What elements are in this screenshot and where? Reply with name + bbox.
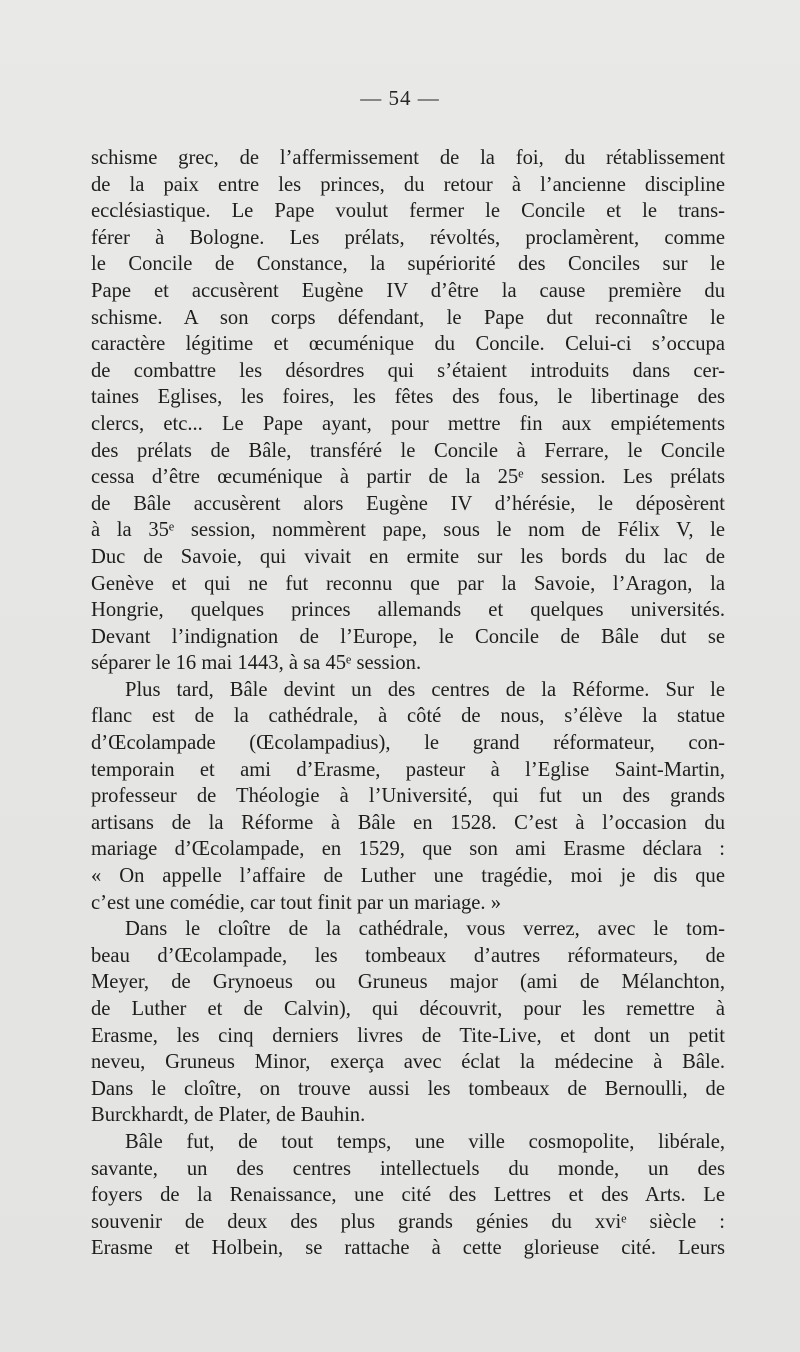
text-line: Devant l’indignation de l’Europe, le Concile de Bâle dut se xyxy=(91,625,725,648)
text-line: schisme. A son corps défendant, le Pape dut reconnaître le xyxy=(91,306,725,329)
text-line: de Luther et de Calvin), qui découvrit, pour les remettre à xyxy=(91,998,725,1020)
text-line: Bâle fut, de tout temps, une ville cosmopolite, libérale, xyxy=(125,1130,725,1153)
text-line: Erasme, les cinq derniers livres de Tite-Live, et dont un petit xyxy=(91,1024,725,1047)
text-line: c’est une comédie, car tout finit par un mariage. » xyxy=(91,891,501,914)
text-line: de Bâle accusèrent alors Eugène IV d’hérésie, le déposèrent xyxy=(91,492,725,515)
text-line: Plus tard, Bâle devint un des centres de la Réforme. Sur le xyxy=(125,678,725,701)
text-line: Hongrie, quelques princes allemands et quelques universités. xyxy=(91,599,725,622)
text-line: caractère légitime et œcuménique du Concile. Celui-ci s’occupa xyxy=(91,333,725,356)
text-line: clercs, etc... Le Pape ayant, pour mettre fin aux empiétements xyxy=(91,412,725,435)
text-line: de combattre les désordres qui s’étaient introduits dans cer- xyxy=(91,359,725,382)
text-line: Meyer, de Grynoeus ou Gruneus major (ami de Mélanchton, xyxy=(91,971,725,994)
body-text xyxy=(91,145,725,1262)
text-line: artisans de la Réforme à Bâle en 1528. C’est à l’occasion du xyxy=(91,811,725,834)
text-line: férer à Bologne. Les prélats, révoltés, proclamèrent, comme xyxy=(91,226,725,249)
text-line: Erasme et Holbein, se rattache à cette glorieuse cité. Leurs xyxy=(91,1237,725,1260)
page-number: — 54 — xyxy=(360,86,440,110)
text-line: de la paix entre les princes, du retour à l’ancienne discipline xyxy=(91,173,725,196)
text-line: beau d’Œcolampade, les tombeaux d’autres réformateurs, de xyxy=(91,944,725,967)
text-line: Genève et qui ne fut reconnu que par la Savoie, l’Aragon, la xyxy=(91,572,725,595)
text-line: séparer le 16 mai 1443, à sa 45ᵉ session. xyxy=(91,652,422,675)
text-line: flanc est de la cathédrale, à côté de nous, s’élève la statue xyxy=(91,705,725,728)
text-line: taines Eglises, les foires, les fêtes des fous, le libertinage des xyxy=(91,386,725,409)
text-line: Dans le cloître de la cathédrale, vous verrez, avec le tom- xyxy=(125,918,725,941)
text-line: « On appelle l’affaire de Luther une tragédie, moi je dis que xyxy=(91,865,725,888)
text-line: professeur de Théologie à l’Université, qui fut un des grands xyxy=(91,785,725,808)
text-line: savante, un des centres intellectuels du monde, un des xyxy=(91,1157,725,1180)
text-line: Burckhardt, de Plater, de Bauhin. xyxy=(91,1104,366,1127)
text-line: Pape et accusèrent Eugène IV d’être la cause première du xyxy=(91,279,725,302)
text-line: souvenir de deux des plus grands génies du xviᵉ siècle : xyxy=(91,1210,725,1233)
text-line: Duc de Savoie, qui vivait en ermite sur les bords du lac de xyxy=(91,545,725,568)
text-line: le Concile de Constance, la supériorité des Conciles sur le xyxy=(91,253,725,276)
text-line: mariage d’Œcolampade, en 1529, que son ami Erasme déclara : xyxy=(91,838,725,861)
text-line: neveu, Gruneus Minor, exerça avec éclat la médecine à Bâle. xyxy=(91,1051,725,1074)
text-line: foyers de la Renaissance, une cité des Lettres et des Arts. Le xyxy=(91,1184,725,1207)
text-line: à la 35ᵉ session, nommèrent pape, sous le nom de Félix V, le xyxy=(91,519,725,542)
text-line: ecclésiastique. Le Pape voulut fermer le Concile et le trans- xyxy=(91,200,725,223)
text-line: schisme grec, de l’affermissement de la foi, du rétablissement xyxy=(91,147,725,169)
text-line: des prélats de Bâle, transféré le Concile à Ferrare, le Concile xyxy=(91,439,725,462)
text-line: temporain et ami d’Erasme, pasteur à l’Eglise Saint-Martin, xyxy=(91,758,725,781)
text-line: d’Œcolampade (Œcolampadius), le grand réformateur, con- xyxy=(91,732,725,755)
text-line: Dans le cloître, on trouve aussi les tombeaux de Bernoulli, de xyxy=(91,1077,725,1100)
text-line: cessa d’être œcuménique à partir de la 25ᵉ session. Les prélats xyxy=(91,466,725,489)
